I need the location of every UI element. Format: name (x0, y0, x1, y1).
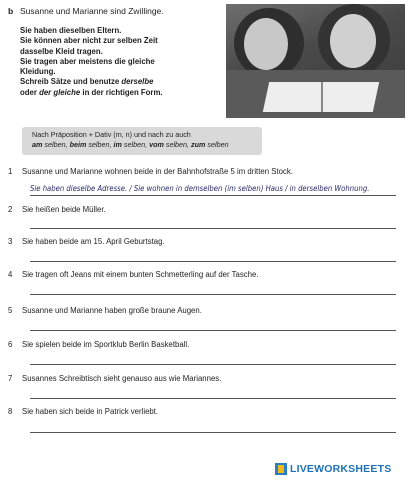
instruction-text: in der richtigen Form. (80, 87, 163, 97)
item-text: Sie haben beide am 15. April Geburtstag. (22, 237, 165, 246)
item-number: 3 (8, 237, 13, 246)
item-text: Sie spielen beide im Sportklub Berlin Basketball. (22, 340, 190, 349)
intro-line: Sie können aber nicht zur selben Zeit (20, 36, 158, 46)
item-number: 6 (8, 340, 13, 349)
answer-line-8[interactable] (30, 432, 396, 433)
answer-line-2[interactable] (30, 228, 396, 229)
item-number: 2 (8, 205, 13, 214)
instruction-word-der-gleiche: der gleiche (39, 87, 81, 97)
item-text: Susannes Schreibtisch sieht genauso aus wie Mariannes. (22, 374, 222, 383)
answer-line-6[interactable] (30, 364, 396, 365)
logo-text: LIVEWORKSHEETS (290, 463, 392, 475)
item-number: 1 (8, 167, 13, 176)
intro-line: Sie tragen aber meistens die gleiche (20, 56, 155, 66)
item-number: 4 (8, 270, 13, 279)
answer-line-7[interactable] (30, 398, 396, 399)
girl-face-right (330, 14, 376, 68)
answer-line-3[interactable] (30, 261, 396, 262)
item-number: 5 (8, 306, 13, 315)
intro-line: Kleidung. (20, 67, 56, 77)
exercise-letter: b (8, 6, 14, 16)
item-text: Susanne und Marianne haben große braune Augen. (22, 306, 202, 315)
exercise-item-7 (8, 374, 221, 383)
note-text: selben, (121, 140, 150, 149)
item-number: 8 (8, 407, 13, 416)
note-word: zum (191, 140, 206, 149)
exercise-item-1 (8, 167, 293, 176)
item-text: Sie tragen oft Jeans mit einem bunten Schmetterling auf der Tasche. (22, 270, 259, 279)
note-text: selben, (86, 140, 114, 149)
girl-face-left (244, 18, 288, 70)
item-text: Sie haben sich beide in Patrick verliebt. (22, 407, 159, 416)
note-text: selben, (163, 140, 192, 149)
exercise-item-5 (8, 306, 202, 315)
answer-line-4[interactable] (30, 294, 396, 295)
exercise-item-8 (8, 407, 158, 416)
instruction-text: oder (20, 87, 40, 97)
note-text: selben, (42, 140, 70, 149)
exercise-item-3 (8, 237, 165, 246)
note-word: am (32, 140, 43, 149)
note-text: selben (205, 140, 229, 149)
instruction-word-derselbe: derselbe (121, 77, 154, 87)
note-line-2 (32, 140, 262, 150)
note-word: vom (149, 140, 164, 149)
note-word: im (113, 140, 122, 149)
exercise-item-6 (8, 340, 189, 349)
liveworksheets-logo[interactable] (275, 462, 391, 476)
exercise-item-2 (8, 205, 106, 214)
exercise-title: Susanne und Marianne sind Zwillinge. (20, 6, 164, 16)
item-number: 7 (8, 374, 13, 383)
note-word: beim (69, 140, 87, 149)
grammar-note (22, 127, 262, 155)
liveworksheets-icon (275, 463, 287, 475)
item-text: Susanne und Marianne wohnen beide in der Bahnhofstraße 5 im dritten Stock. (22, 167, 293, 176)
answer-line-1[interactable] (30, 195, 396, 196)
twins-photo (226, 4, 405, 118)
answer-line-5[interactable] (30, 330, 396, 331)
intro-text (20, 26, 220, 98)
instruction-line-1 (20, 77, 220, 87)
intro-line: Sie haben dieselben Eltern. (20, 26, 122, 35)
instruction-line-2 (20, 88, 220, 98)
exercise-item-4 (8, 270, 259, 279)
note-line-1: Nach Präposition + Dativ (m, n) und nach zu auch (32, 130, 191, 139)
answer-example: Sie haben dieselbe Adresse. / Sie wohnen in demselben (im selben) Haus / in derselben Wohnung. (30, 184, 370, 193)
instruction-text: Schreib Sätze und benutze (20, 77, 122, 87)
intro-line: dasselbe Kleid tragen. (20, 46, 103, 56)
item-text: Sie heißen beide Müller. (22, 205, 106, 214)
